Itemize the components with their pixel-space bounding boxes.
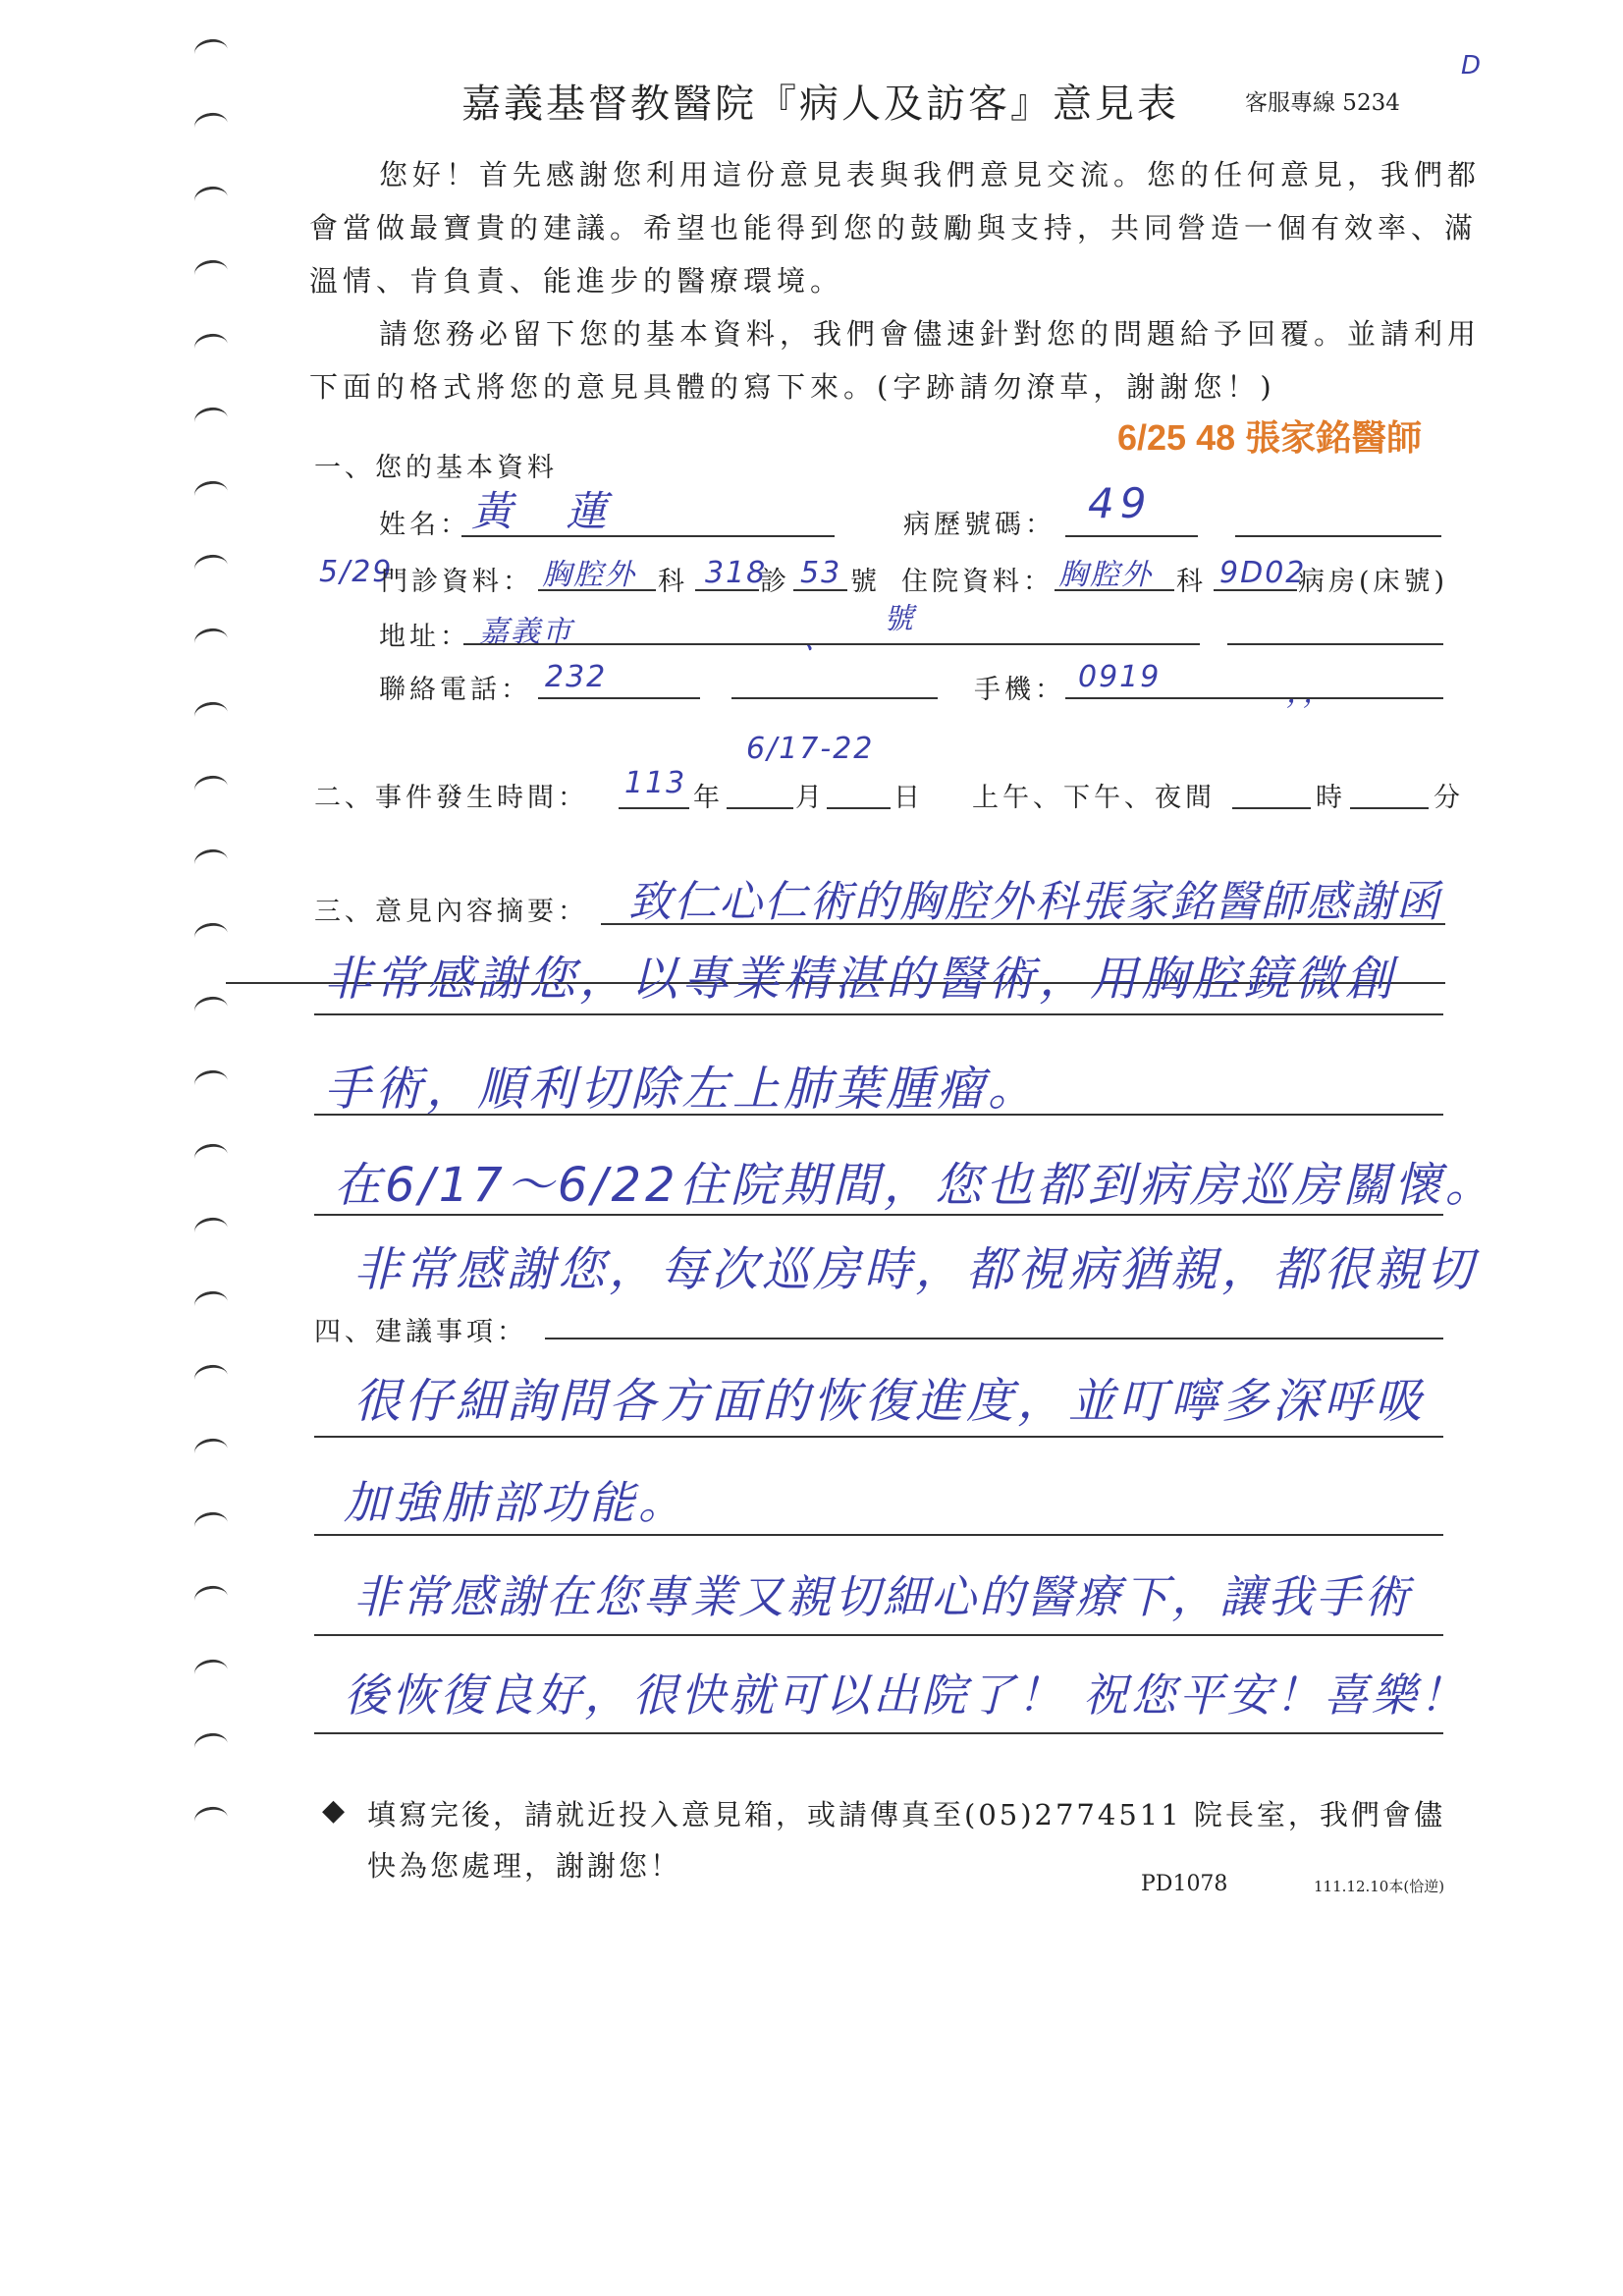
intro-line-2: 會當做最寶貴的建議。希望也能得到您的鼓勵與支持，共同營造一個有效率、滿 xyxy=(309,211,1479,245)
mobile-label: 手機： xyxy=(974,675,1065,705)
phone-value: 232 xyxy=(545,660,608,694)
footer-line-1: 填寫完後，請就近投入意見箱，或請傳真至(05)2774511 院長室，我們會儘 xyxy=(367,1798,1445,1831)
outpatient-dept: 胸腔外 xyxy=(542,558,636,592)
clinic-unit: 診 xyxy=(760,567,790,597)
hotline: 客服專線 5234 xyxy=(1245,90,1400,116)
binder-ring xyxy=(192,1289,229,1318)
day-unit: 日 xyxy=(893,783,924,813)
opinion-line-1: 致仁心仁術的胸腔外科張家銘醫師感謝函 xyxy=(628,877,1441,927)
year-value: 113 xyxy=(624,766,687,800)
minute-unit: 分 xyxy=(1434,783,1464,813)
intro-line-5: 下面的格式將您的意見具體的寫下來。(字跡請勿潦草，謝謝您！) xyxy=(309,370,1276,404)
binder-ring xyxy=(192,1142,229,1171)
form-version: 111.12.10本(恰逆) xyxy=(1314,1878,1445,1895)
binder-ring xyxy=(192,37,229,66)
footer-line-2: 快為您處理，謝謝您！ xyxy=(367,1849,682,1883)
binder-ring xyxy=(192,700,229,729)
section2-heading: 二、事件發生時間： xyxy=(314,783,588,813)
binder-ring xyxy=(192,406,229,434)
binder-ring xyxy=(192,1363,229,1392)
opinion-line-3: 手術，順利切除左上肺葉腫瘤。 xyxy=(324,1062,1040,1117)
ward-value: 9D02 xyxy=(1219,556,1307,590)
section4-heading: 四、建議事項： xyxy=(314,1317,527,1347)
binder-ring xyxy=(192,627,229,655)
binder-ring xyxy=(192,1658,229,1686)
binder-ring xyxy=(192,847,229,876)
year-unit: 年 xyxy=(693,783,724,813)
footer-bullet: ◆ xyxy=(322,1793,346,1828)
form-code: PD1078 xyxy=(1141,1872,1228,1896)
binder-ring xyxy=(192,1731,229,1760)
inpatient-label: 住院資料： xyxy=(901,567,1054,597)
binder-ring xyxy=(192,479,229,508)
intro-line-4: 請您務必留下您的基本資料，我們會儘速針對您的問題給予回覆。並請利用 xyxy=(379,317,1482,351)
name-label: 姓名： xyxy=(379,510,470,540)
binder-ring xyxy=(192,185,229,213)
dept-unit: 科 xyxy=(658,567,688,597)
intro-line-3: 溫情、肯負責、能進步的醫療環境。 xyxy=(309,264,844,298)
hour-unit: 時 xyxy=(1316,783,1346,813)
clinic-value: 318 xyxy=(705,556,768,590)
suggestion-line-4: 後恢復良好，很快就可以出院了！ 祝您平安！喜樂！ xyxy=(344,1668,1468,1722)
opinion-line-5: 非常感謝您，每次巡房時，都視病猶親，都很親切 xyxy=(353,1242,1478,1297)
form-title: 嘉義基督教醫院『病人及訪客』意見表 xyxy=(461,82,1179,127)
opinion-line-2: 非常感謝您，以專業精湛的醫術，用胸腔鏡微創 xyxy=(324,952,1397,1007)
binder-ring xyxy=(192,332,229,360)
section3-heading: 三、意見內容摘要： xyxy=(314,897,588,927)
ward-unit: 病房(床號) xyxy=(1298,567,1449,597)
binder-ring xyxy=(192,921,229,950)
binder-ring xyxy=(192,1437,229,1465)
period-options: 上午、下午、夜間 xyxy=(972,783,1216,813)
binder-ring xyxy=(192,995,229,1023)
inpatient-dept: 胸腔外 xyxy=(1058,558,1153,592)
outpatient-label: 門診資料： xyxy=(381,567,533,597)
suggestion-line-2: 加強肺部功能。 xyxy=(344,1476,687,1529)
address-mid: 、 xyxy=(803,622,835,656)
month-unit: 月 xyxy=(795,783,826,813)
address-number: 號 xyxy=(884,602,915,636)
binder-ring xyxy=(192,1805,229,1833)
corner-mark: D xyxy=(1461,51,1482,81)
mobile-tail: ，， xyxy=(1286,676,1334,710)
intro-line-1: 您好！首先感謝您利用這份意見表與我們意見交流。您的任何意見，我們都 xyxy=(379,158,1482,191)
opinion-line-4: 在6/17～6/22住院期間，您也都到病房巡房關懷。 xyxy=(334,1158,1496,1213)
number-value: 53 xyxy=(800,556,842,590)
number-unit: 號 xyxy=(850,567,881,597)
record-label: 病歷號碼： xyxy=(903,510,1055,540)
binder-ring xyxy=(192,1068,229,1097)
binder-ring xyxy=(192,1584,229,1613)
binder-ring xyxy=(192,1510,229,1539)
binder-ring xyxy=(192,774,229,802)
phone-label: 聯絡電話： xyxy=(379,675,531,705)
outpatient-date: 5/29 xyxy=(319,555,394,589)
binder-ring xyxy=(192,111,229,139)
staff-annotation: 6/25 48 張家銘醫師 xyxy=(1117,417,1423,458)
address-value: 嘉義市 xyxy=(479,615,573,649)
mobile-value: 0919 xyxy=(1078,660,1162,694)
address-label: 地址： xyxy=(379,622,470,652)
binder-ring xyxy=(192,553,229,581)
section1-heading: 一、您的基本資料 xyxy=(314,453,558,483)
suggestion-line-1: 很仔細詢問各方面的恢復進度，並叮嚀多深呼吸 xyxy=(353,1374,1427,1429)
name-value: 黃 蓮 xyxy=(471,487,614,535)
record-value: 49 xyxy=(1088,479,1153,527)
in-dept-unit: 科 xyxy=(1176,567,1207,597)
binder-ring xyxy=(192,1216,229,1244)
suggestion-line-3: 非常感謝在您專業又親切細心的醫療下，讓我手術 xyxy=(353,1570,1412,1623)
binder-ring xyxy=(192,258,229,287)
date-note: 6/17-22 xyxy=(746,732,875,766)
